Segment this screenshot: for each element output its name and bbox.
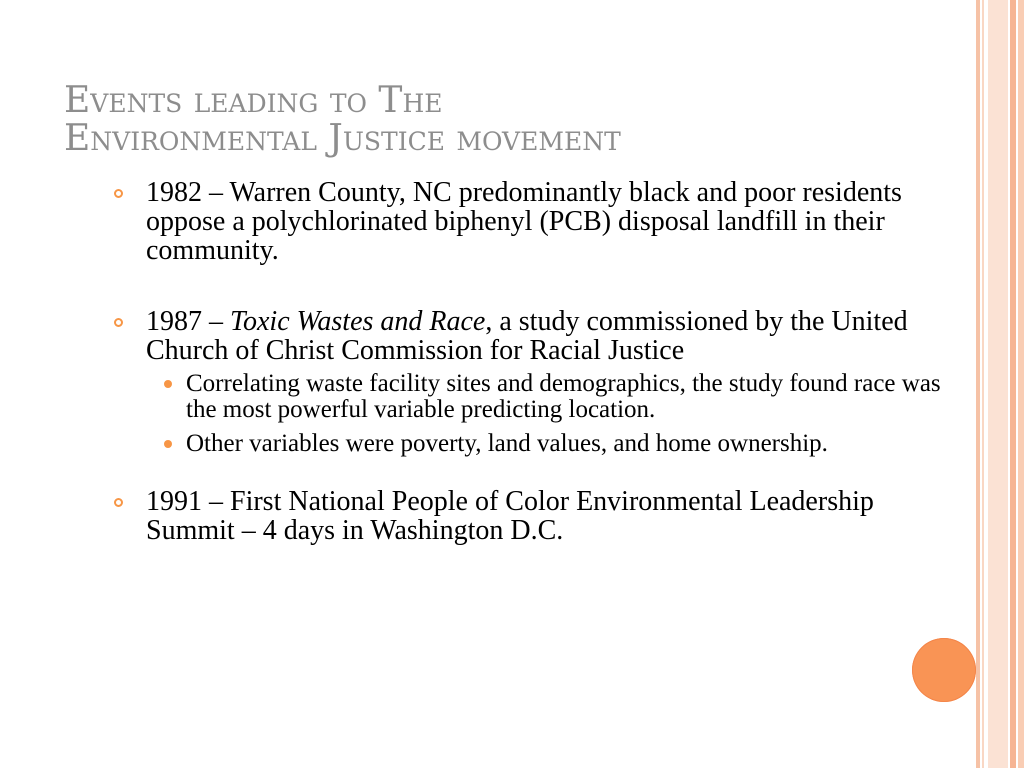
bullet-list <box>114 178 954 587</box>
decorative-circle <box>912 638 976 702</box>
stripe <box>982 0 984 768</box>
hollow-circle-bullet-icon <box>114 498 123 507</box>
stripe <box>1018 0 1024 768</box>
item-text: 1982 – Warren County, NC predominantly black and poor residents oppose a polychlorinated biphenyl (PCB) disposal landfill in their community. <box>146 177 902 266</box>
hollow-circle-bullet-icon <box>114 318 123 327</box>
title-line-2: Environmental Justice movement <box>64 118 621 160</box>
study-title: Toxic Wastes and Race <box>230 306 486 337</box>
stripe <box>988 0 1008 768</box>
sub-list-item <box>146 431 954 457</box>
stripe <box>976 0 980 768</box>
hollow-circle-bullet-icon <box>114 189 123 198</box>
filled-circle-bullet-icon <box>164 380 172 388</box>
filled-circle-bullet-icon <box>164 440 172 448</box>
title-line-1: Events leading to The <box>64 80 443 122</box>
slide-title <box>64 82 944 158</box>
sub-bullet-list <box>146 371 954 457</box>
sub-item-text: Correlating waste facility sites and demographics, the study found race was the most powerful variable predicting location. <box>186 370 941 423</box>
list-item <box>114 178 954 265</box>
item-suffix: , a study commissioned by the United Church of Christ Commission for Racial Justice <box>146 306 908 366</box>
sub-item-text: Other variables were poverty, land values, and home ownership. <box>186 430 828 457</box>
list-item <box>114 307 954 457</box>
item-prefix: 1987 – <box>146 306 230 337</box>
list-item <box>114 487 954 545</box>
decorative-stripes <box>976 0 1024 768</box>
item-text: 1991 – First National People of Color Environmental Leadership Summit – 4 days in Washington D.C. <box>146 486 874 546</box>
stripe <box>1010 0 1016 768</box>
sub-list-item <box>146 371 954 423</box>
